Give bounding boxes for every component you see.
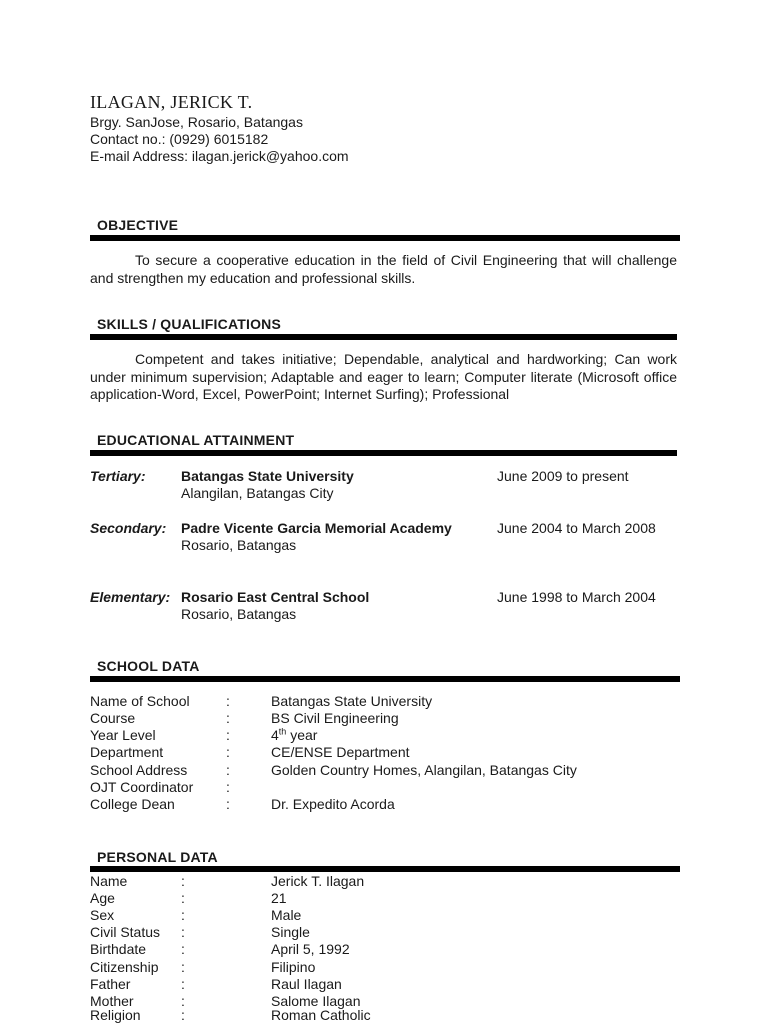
field-label: Religion [90,1007,141,1023]
skills-heading: SKILLS / QUALIFICATIONS [97,316,282,332]
school-data-row [90,744,690,761]
ordinal-suffix: th [278,726,287,737]
field-label: Citizenship [90,959,159,975]
field-label: Father [90,976,131,992]
school-data-row [90,727,690,744]
field-colon: : [226,796,230,812]
field-value: Roman Catholic [271,1007,371,1023]
field-colon: : [181,976,185,992]
personal-data-heading: PERSONAL DATA [97,849,218,865]
education-school: Batangas State University [181,468,354,484]
field-label: Birthdate [90,941,147,957]
school-data-heading: SCHOOL DATA [97,658,200,674]
personal-data-divider [90,866,680,872]
field-value: BS Civil Engineering [271,710,399,726]
field-label: School Address [90,762,188,778]
skills-text-content: Competent and takes initiative; Dependable, analytical and hardworking; Can work under minimum supervision; Adaptable and eager to learn; Computer literate (Microsoft office application-Word, Excel, PowerPoint; Internet Surfing); Professional [90,351,677,402]
field-label: Name [90,873,128,889]
personal-data-row [90,907,690,924]
personal-data-row [90,890,690,907]
field-value: Male [271,907,302,923]
field-value: Dr. Expedito Acorda [271,796,395,812]
personal-data-row [90,873,690,890]
education-dates: June 2009 to present [497,468,629,484]
school-data-row [90,693,690,710]
field-label: Department [90,744,164,760]
education-dates: June 1998 to March 2004 [497,589,656,605]
objective-heading: OBJECTIVE [97,217,179,233]
objective-divider [90,235,680,241]
field-value: Golden Country Homes, Alangilan, Batangas City [271,762,577,778]
education-place: Rosario, Batangas [181,606,297,622]
field-label: Name of School [90,693,190,709]
field-colon: : [181,941,185,957]
personal-data-row [90,924,690,941]
field-colon: : [226,693,230,709]
field-value: Jerick T. Ilagan [271,873,365,889]
field-label: Sex [90,907,115,923]
education-dates: June 2004 to March 2008 [497,520,656,536]
field-colon: : [181,959,185,975]
email-line: E-mail Address: ilagan.jerick@yahoo.com [90,148,349,164]
education-entry [90,520,690,560]
field-colon: : [181,907,185,923]
field-label: Course [90,710,136,726]
field-value: Raul Ilagan [271,976,342,992]
field-label: Civil Status [90,924,161,940]
education-heading: EDUCATIONAL ATTAINMENT [97,432,295,448]
school-data-row [90,710,690,727]
field-colon: : [226,744,230,760]
field-label: OJT Coordinator [90,779,194,795]
objective-text [90,252,677,287]
field-value: Single [271,924,310,940]
field-value: April 5, 1992 [271,941,350,957]
field-colon: : [226,710,230,726]
education-entry [90,468,690,508]
education-school: Rosario East Central School [181,589,370,605]
field-value: Filipino [271,959,316,975]
field-colon: : [181,1007,185,1023]
field-value: Salome Ilagan [271,993,361,1009]
field-colon: : [181,924,185,940]
year-number: 4 [271,727,279,743]
year-word: year [286,727,318,743]
field-value: CE/ENSE Department [271,744,410,760]
school-data-row [90,779,690,796]
applicant-name: ILAGAN, JERICK T. [90,92,253,112]
school-data-row [90,762,690,779]
education-level: Elementary: [90,589,171,605]
education-school: Padre Vicente Garcia Memorial Academy [181,520,452,536]
field-colon: : [226,762,230,778]
personal-data-row [90,959,690,976]
education-level: Secondary: [90,520,167,536]
field-label: Year Level [90,727,156,743]
education-place: Alangilan, Batangas City [181,485,334,501]
field-label: Age [90,890,115,906]
education-level: Tertiary: [90,468,146,484]
education-entry [90,589,690,629]
personal-data-row [90,1007,690,1024]
personal-data-row [90,976,690,993]
field-label: College Dean [90,796,175,812]
education-place: Rosario, Batangas [181,537,297,553]
field-colon: : [226,779,230,795]
contact-number-line: Contact no.: (0929) 6015182 [90,131,269,147]
personal-data-row [90,941,690,958]
field-colon: : [181,890,185,906]
school-data-row [90,796,690,813]
skills-divider [90,334,677,340]
field-label: Mother [90,993,134,1009]
field-value: Batangas State University [271,693,433,709]
skills-text [90,351,677,404]
field-colon: : [181,873,185,889]
education-divider [90,450,677,456]
field-value [271,727,317,744]
objective-text-content: To secure a cooperative education in the field of Civil Engineering that will challenge and strengthen my education and professional skills. [90,252,677,286]
school-data-divider [90,676,680,682]
field-value: 21 [271,890,287,906]
field-colon: : [226,727,230,743]
address-line: Brgy. SanJose, Rosario, Batangas [90,114,303,130]
field-colon: : [181,993,185,1009]
